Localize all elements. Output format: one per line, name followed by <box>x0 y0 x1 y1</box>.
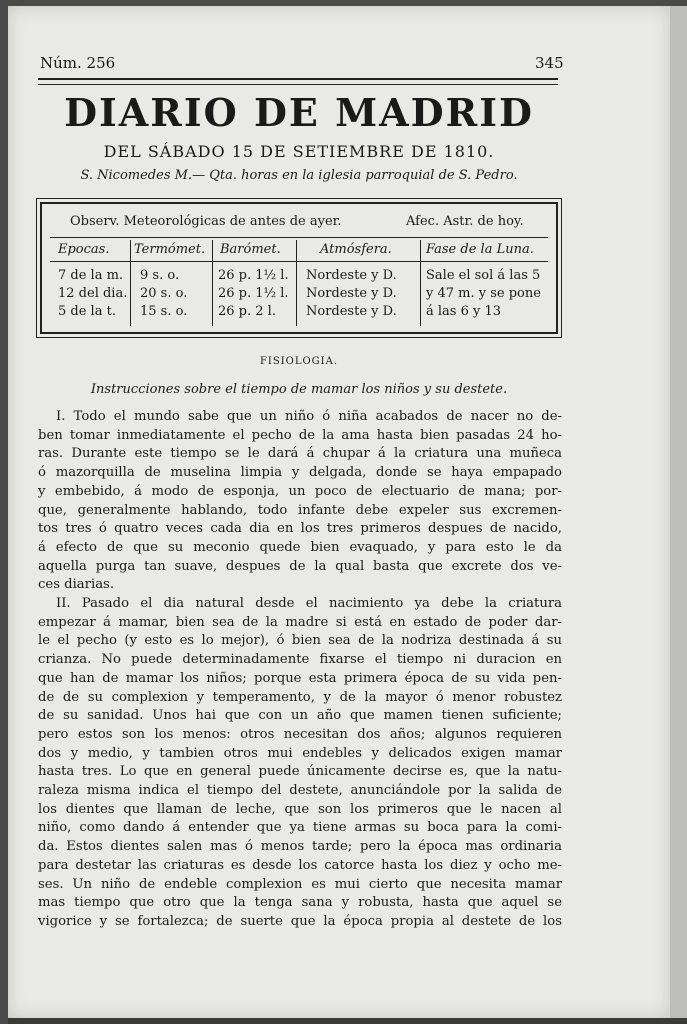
body-line: tos tres ó quatro veces cada dia en los tres primeros despues de nacido, <box>38 521 562 537</box>
weather-divider-header <box>50 261 548 262</box>
body-line: aquella purga tan suave, despues de la qual basta que excrete dos ve- <box>38 558 562 574</box>
section-heading: FISIOLOGIA. <box>259 356 339 367</box>
body-line: ras. Durante este tiempo se le dará á chupar á la criatura una muñeca <box>38 446 562 462</box>
newspaper-page <box>8 6 670 1018</box>
body-line: empezar á mamar, bien sea de la madre si está en estado de poder dar- <box>38 614 562 630</box>
body-line: hasta tres. Lo que en general puede únicamente decirse es, que la natu- <box>38 764 562 780</box>
body-line: los dientes que llaman de leche, que son los primeros que le nacen al <box>38 801 562 817</box>
row2-atmosfera: Nordeste y D. <box>306 286 397 301</box>
row1-termometro: 9 s. o. <box>140 268 180 283</box>
row1-barometro: 26 p. 1½ l. <box>218 268 289 283</box>
weather-heading: Observ. Meteorológicas de antes de ayer. <box>70 214 342 229</box>
row1-epoca: 7 de la m. <box>58 268 124 283</box>
saints-line: S. Nicomedes M.— Qta. horas en la iglesia parroquial de S. Pedro. <box>80 168 518 183</box>
page-number: 345 <box>535 54 564 72</box>
astro-heading: Afec. Astr. de hoy. <box>406 214 524 229</box>
body-line: ces diarias. <box>38 577 115 593</box>
body-line: II. Pasado el dia natural desde el nacimiento ya debe la criatura <box>56 596 562 612</box>
row3-barometro: 26 p. 2 l. <box>218 304 276 319</box>
col-termometro: Termómet. <box>134 242 206 257</box>
article-headline: Instrucciones sobre el tiempo de mamar los niños y su destete. <box>90 382 508 397</box>
col-epocas: Epocas. <box>58 242 110 257</box>
body-line: ses. Un niño de endeble complexion es mui cierto que necesita mamar <box>38 876 562 892</box>
body-line: pero estos son los menos: otros necesitan dos años; algunos requieren <box>38 726 562 742</box>
body-line: que han de mamar los niños; porque esta primera época de su vida pen- <box>38 670 562 686</box>
row3-atmosfera: Nordeste y D. <box>306 304 397 319</box>
adjacent-page-edge <box>670 6 687 1018</box>
body-line: dos y medio, y tambien otros mui endebles y delicados exigen mamar <box>38 745 562 761</box>
body-line: ben tomar inmediatamente el pecho de la ama hasta bien pasadas 24 ho- <box>38 427 562 443</box>
col-sep-3 <box>296 240 297 326</box>
scan-border <box>8 1018 687 1024</box>
weather-divider-top <box>50 237 548 238</box>
body-line: á efecto de que su meconio quede bien evaquado, y para esto le da <box>38 539 562 555</box>
row3-epoca: 5 de la t. <box>58 304 116 319</box>
date-line: DEL SÁBADO 15 DE SETIEMBRE DE 1810. <box>103 142 495 161</box>
row2-barometro: 26 p. 1½ l. <box>218 286 289 301</box>
row3-termometro: 15 s. o. <box>140 304 188 319</box>
body-line: I. Todo el mundo sabe que un niño ó niña acabados de nacer no de- <box>56 409 562 424</box>
body-line: de su sanidad. Unos hai que con un año que mamen tienen suficiente; <box>38 708 562 724</box>
col-fase-luna: Fase de la Luna. <box>426 242 534 257</box>
row2-termometro: 20 s. o. <box>140 286 188 301</box>
body-line: ó mazorquilla de muselina limpia y delgada, donde se haya empapado <box>38 465 562 481</box>
astro-line-2: y 47 m. y se pone <box>426 286 541 301</box>
masthead-title: DIARIO DE MADRID <box>64 90 534 135</box>
row2-epoca: 12 del dia. <box>58 286 128 301</box>
article-body <box>38 408 562 932</box>
col-sep-1 <box>130 240 131 326</box>
body-line: le el pecho (y esto es lo mejor), ó bien sea de la nodriza destinada á su <box>38 633 562 649</box>
body-line: da. Estos dientes salen mas ó menos tarde; pero la época mas ordinaria <box>38 839 562 855</box>
col-sep-2 <box>212 240 213 326</box>
body-line: para destetar las criaturas es desde los catorce hasta los diez y ocho me- <box>38 857 562 873</box>
col-barometro: Barómet. <box>220 242 281 257</box>
body-line: de de su complexion y temperamento, y de la mayor ó menor robustez <box>38 689 562 705</box>
body-line: que, generalmente hablando, todo infante debe expeler sus excremen- <box>38 502 562 518</box>
body-line: mas tiempo que otro que la tenga sana y robusta, hasta que aquel se <box>38 895 562 911</box>
header-rule <box>38 78 558 85</box>
body-line: y embebido, á modo de esponja, un poco de electuario de mana; por- <box>38 483 562 499</box>
body-line: vigorice y se fortalezca; de suerte que la época propia al destete de los <box>38 913 562 929</box>
col-sep-4 <box>420 240 421 326</box>
row1-atmosfera: Nordeste y D. <box>306 268 397 283</box>
body-line: niño, como dando á entender que ya tiene armas su boca para la comi- <box>38 820 562 836</box>
col-atmosfera: Atmósfera. <box>320 242 392 257</box>
issue-number: Núm. 256 <box>40 54 116 72</box>
weather-table <box>40 202 558 334</box>
astro-line-3: á las 6 y 13 <box>426 304 502 319</box>
body-line: raleza misma indica el tiempo del destete, anunciándole por la salida de <box>38 783 562 799</box>
body-line: crianza. No puede determinadamente fixarse el tiempo ni duracion en <box>38 652 562 668</box>
astro-line-1: Sale el sol á las 5 <box>426 268 541 283</box>
